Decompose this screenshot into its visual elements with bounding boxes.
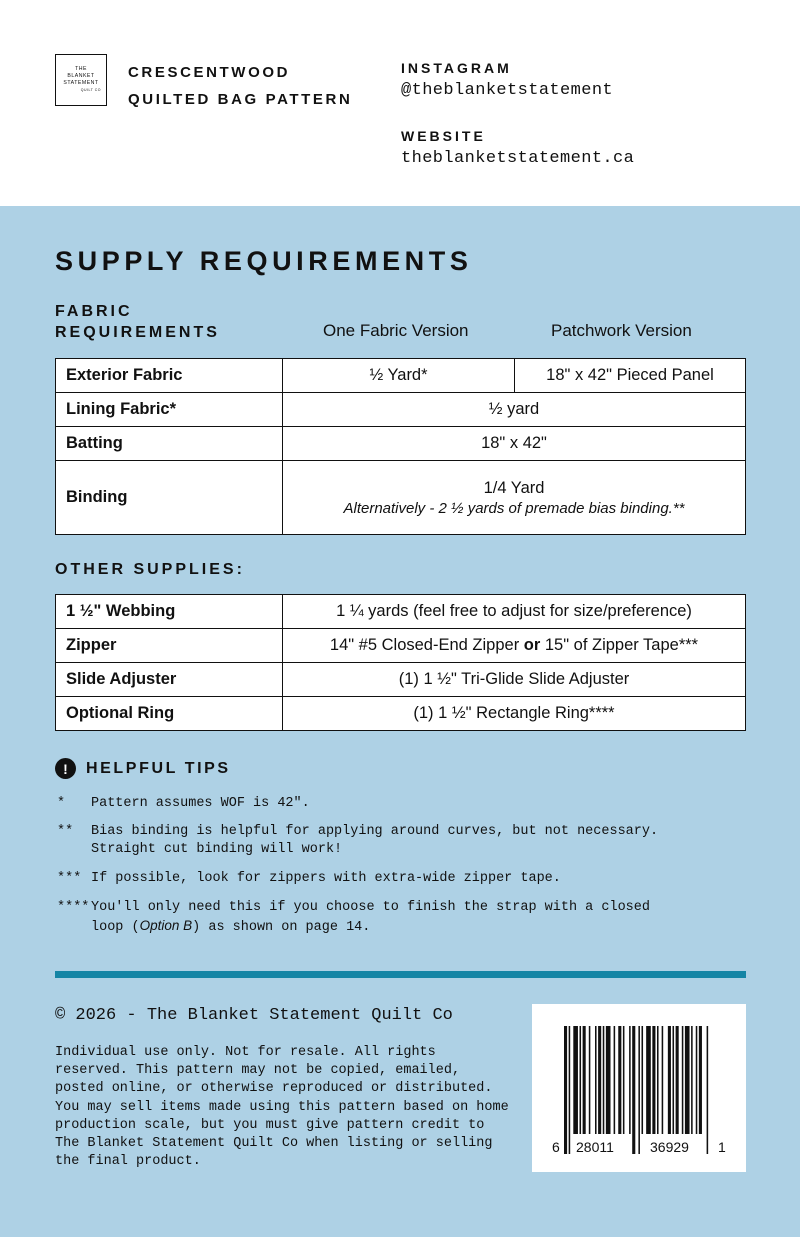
- table-row: [56, 595, 746, 629]
- row-value: 1 ¼ yards (feel free to adjust for size/preference): [283, 595, 746, 629]
- barcode-bar: [606, 1026, 611, 1134]
- instagram-label: INSTAGRAM: [401, 60, 512, 76]
- exclamation-icon: !: [55, 758, 76, 779]
- tip-marker: *: [57, 796, 66, 811]
- barcode-bar: [569, 1026, 571, 1154]
- tip-text-emphasis: Option B: [139, 918, 193, 933]
- barcode-bar: [691, 1026, 693, 1134]
- column-header-patchwork: Patchwork Version: [551, 321, 692, 340]
- barcode-bar: [638, 1026, 640, 1154]
- row-value: [283, 461, 746, 535]
- fabric-requirements-table: [55, 358, 746, 535]
- barcode-bar: [676, 1026, 679, 1134]
- barcode-bar: [652, 1026, 655, 1134]
- row-label: Binding: [56, 461, 283, 535]
- table-row: [56, 427, 746, 461]
- barcode-bars: [532, 1004, 746, 1172]
- one-fabric-value: ½ Yard*: [283, 359, 515, 393]
- barcode-bar: [629, 1026, 631, 1134]
- divider-rule: [55, 971, 746, 978]
- website-label: WEBSITE: [401, 128, 486, 144]
- barcode-bar: [707, 1026, 709, 1154]
- pattern-title: [128, 59, 352, 113]
- brand-logo: [55, 54, 107, 106]
- row-label: Zipper: [56, 629, 283, 663]
- tip-text: If possible, look for zippers with extra-wide zipper tape.: [91, 871, 561, 886]
- fabric-requirements-heading: [55, 301, 220, 343]
- header: [0, 0, 800, 206]
- table-row: [56, 461, 746, 535]
- barcode-bar: [603, 1026, 605, 1134]
- tip-text: Pattern assumes WOF is 42".: [91, 796, 310, 811]
- section-title: SUPPLY REQUIREMENTS: [55, 246, 473, 276]
- barcode-bar: [614, 1026, 616, 1134]
- barcode: [532, 1004, 746, 1172]
- row-label: 1 ½" Webbing: [56, 595, 283, 629]
- barcode-bar: [618, 1026, 621, 1134]
- table-row: [56, 359, 746, 393]
- binding-note: Alternatively - 2 ½ yards of premade bias binding.**: [343, 499, 685, 517]
- helpful-tips-title: HELPFUL TIPS: [86, 759, 231, 777]
- barcode-bar: [598, 1026, 601, 1134]
- other-supplies-heading: OTHER SUPPLIES:: [55, 561, 245, 578]
- barcode-bar: [646, 1026, 651, 1134]
- table-row: [56, 663, 746, 697]
- row-value: 18" x 42": [283, 427, 746, 461]
- tip-text: [91, 899, 751, 937]
- row-value: ½ yard: [283, 393, 746, 427]
- legal-notice: Individual use only. Not for resale. All rights reserved. This pattern may not be copied, emailed, posted online, or otherwise reproduced or distributed. You may sell items made using this pattern based on home production scale, but you must give pattern credit to The Blanket Statement Quilt Co when listing or selling the final product.: [55, 1045, 509, 1170]
- barcode-bar: [564, 1026, 567, 1154]
- barcode-bar: [589, 1026, 591, 1134]
- tip-marker: ***: [57, 871, 82, 886]
- tip-marker: **: [57, 824, 74, 839]
- pattern-title-line1: CRESCENTWOOD: [128, 64, 291, 81]
- row-label: Slide Adjuster: [56, 663, 283, 697]
- row-label: Lining Fabric*: [56, 393, 283, 427]
- barcode-bar: [632, 1026, 635, 1154]
- row-label: Batting: [56, 427, 283, 461]
- fabric-heading-line2: REQUIREMENTS: [55, 324, 220, 341]
- instagram-handle: @theblanketstatement: [401, 81, 614, 100]
- row-value: [283, 629, 746, 663]
- copyright-line: © 2026 - The Blanket Statement Quilt Co: [55, 1006, 453, 1025]
- tip-text-part: ) as shown on page 14.: [192, 920, 371, 935]
- binding-amount: 1/4 Yard: [483, 478, 545, 497]
- barcode-bar: [595, 1026, 597, 1134]
- logo-line: BLANKET: [67, 73, 95, 79]
- barcode-bar: [623, 1026, 625, 1134]
- other-supplies-table: [55, 594, 746, 731]
- barcode-digit: 28011: [576, 1139, 614, 1155]
- table-row: [56, 697, 746, 731]
- pattern-title-line2: QUILTED BAG PATTERN: [128, 91, 353, 108]
- column-header-one-fabric: One Fabric Version: [323, 321, 469, 340]
- barcode-bar: [573, 1026, 578, 1134]
- barcode-bar: [668, 1026, 671, 1134]
- barcode-bar: [682, 1026, 684, 1134]
- barcode-digit: 1: [718, 1139, 726, 1155]
- tip-marker: ****: [57, 900, 90, 915]
- barcode-bar: [699, 1026, 702, 1134]
- helpful-tips-heading: [55, 758, 231, 779]
- barcode-bar: [580, 1026, 582, 1134]
- tip-text-part: You'll only need this if you choose to finish the strap with a closed loop (: [91, 900, 650, 935]
- patchwork-value: 18" x 42" Pieced Panel: [515, 359, 746, 393]
- barcode-bar: [583, 1026, 586, 1134]
- zipper-option-b: 15" of Zipper Tape***: [540, 636, 699, 654]
- barcode-bar: [657, 1026, 659, 1134]
- barcode-bar: [685, 1026, 690, 1134]
- barcode-digit: 36929: [650, 1139, 689, 1155]
- row-value: (1) 1 ½" Tri-Glide Slide Adjuster: [283, 663, 746, 697]
- barcode-digit: 6: [552, 1139, 560, 1155]
- table-row: [56, 629, 746, 663]
- tip-text: Bias binding is helpful for applying around curves, but not necessary. Straight cut binding will work!: [91, 824, 659, 857]
- fabric-heading-line1: FABRIC: [55, 303, 133, 320]
- row-label: Exterior Fabric: [56, 359, 283, 393]
- barcode-bar: [696, 1026, 698, 1134]
- row-value: (1) 1 ½" Rectangle Ring****: [283, 697, 746, 731]
- zipper-option-a: 14" #5 Closed-End Zipper: [329, 636, 524, 654]
- logo-line: STATEMENT: [63, 80, 99, 86]
- barcode-bar: [673, 1026, 675, 1134]
- logo-line: QUILT CO: [80, 88, 101, 92]
- barcode-bar: [642, 1026, 644, 1134]
- row-label: Optional Ring: [56, 697, 283, 731]
- barcode-bar: [662, 1026, 664, 1134]
- zipper-or: or: [523, 636, 541, 654]
- table-row: [56, 393, 746, 427]
- logo-line: THE: [75, 66, 87, 72]
- website-url: theblanketstatement.ca: [401, 149, 635, 168]
